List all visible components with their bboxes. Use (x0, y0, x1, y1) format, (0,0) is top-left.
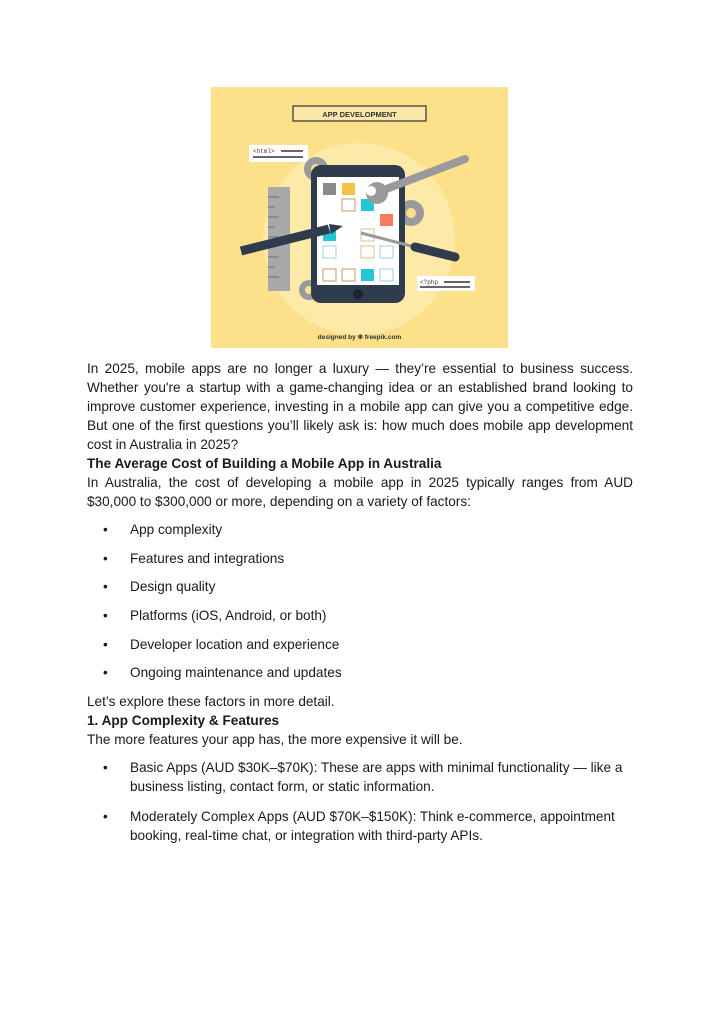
bullet: • (103, 522, 108, 537)
cost-factors-list (87, 520, 633, 682)
bullet: • (103, 665, 108, 681)
list-item: • Ongoing maintenance and updates (103, 665, 342, 681)
php-tag-card (417, 276, 475, 291)
explore-paragraph: Let’s explore these factors in more detail. (87, 694, 335, 710)
average-cost-paragraph: In Australia, the cost of developing a mobile app in 2025 typically ranges from AUD $30,000 to $300,000 or more, depending on a variety of factors: (87, 475, 633, 509)
php-tag-text: <?php (420, 279, 439, 286)
bullet: • (103, 608, 108, 624)
list-item: • Design quality (103, 579, 216, 595)
intro-paragraph: In 2025, mobile apps are no longer a luxury — they’re essential to business success. Whether you're a startup with a game-changing idea or an established brand looking to improve customer experience, investing in a mobile app can give you a competitive edge. But one of the first questions you’ll likely ask is: how much does mobile app development cost in Australia in 2025? (87, 361, 633, 452)
bullet: • (103, 550, 108, 566)
list-item: • App complexity (103, 522, 223, 537)
list-item: • Basic Apps (AUD $30K–$70K): These are apps with minimal functionality — like a business listing, contact form, or static information. (103, 760, 623, 795)
app-development-illustration (211, 87, 508, 348)
bullet: • (103, 579, 108, 595)
html-tag-card (249, 145, 308, 162)
freepik-credit: designed by ❄ freepik.com (317, 334, 402, 341)
list-item: • Developer location and experience (103, 636, 340, 652)
banner (293, 106, 426, 121)
html-tag-text: <html> (253, 148, 275, 155)
list-item: • Moderately Complex Apps (AUD $70K–$150K): Think e-commerce, appointment booking, real-time chat, or integration with third-party APIs. (103, 809, 615, 844)
list-item: • Features and integrations (103, 550, 285, 566)
banner-text: APP DEVELOPMENT (322, 110, 397, 119)
bullet: • (103, 760, 108, 776)
bullet: • (103, 636, 108, 652)
list-item: • Platforms (iOS, Android, or both) (103, 608, 327, 624)
complexity-paragraph: The more features your app has, the more expensive it will be. (87, 732, 463, 748)
section-heading-complexity: 1. App Complexity & Features (87, 713, 280, 729)
article-body (87, 359, 633, 856)
complexity-list (87, 758, 633, 845)
bullet: • (103, 809, 108, 825)
section-heading-average-cost: The Average Cost of Building a Mobile App in Australia (87, 456, 442, 471)
